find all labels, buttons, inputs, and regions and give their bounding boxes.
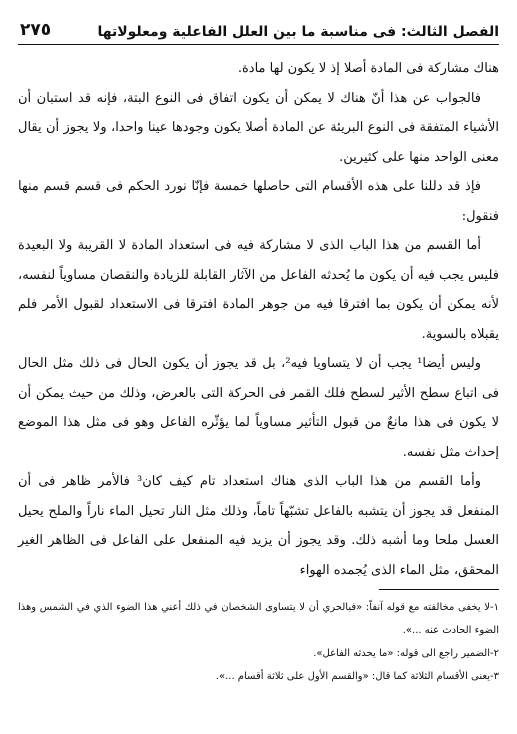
page-header — [18, 12, 499, 40]
footnote: ٢-الضمير راجع الى قوله: «ما يحدثه الفاعل». — [313, 648, 499, 659]
paragraph: فإذ قد دللنا على هذه الأقسام التى حاصلها خمسة فإنّا نورد الحكم فى قسم قسم منها فنقول: — [18, 179, 499, 224]
paragraph: هناك مشاركة فى المادة أصلا إذ لا يكون لها مادة. — [237, 61, 499, 76]
page-number: ٢٧٥ — [20, 20, 52, 40]
header-rule — [18, 44, 499, 45]
paragraph: فالجواب عن هذا أنّ هناك لا يمكن أن يكون اتفاق فى النوع البتة، فإنه قد استبان أن الأشياء المتفقة فى النوع البريئة عن المادة أصلا يكون وجودها عينا واحدا، ولا يجوز أن يقال معنى الواحد منها على كثيرين. — [18, 90, 499, 165]
paragraph: وأما القسم من هذا الباب الذى هناك استعداد تام كيف كان³ فالأمر ظاهر فى أن المنفعل قد يجوز أن يتشبه بالفاعل تشبّهاً تاماً، وذلك مثل النار تحيل الماء ناراً والملح يحيل العسل ملحا وما أشبه ذلك. وقد يجوز أن يزيد فيه المنفعل على الفاعل فى الظاهر الغير المحقق، مثل الماء الذى يُجمده الهواء — [18, 474, 499, 578]
running-title: الفصل الثالث: فى مناسبة ما بين العلل الفاعلية ومعلولاتها — [97, 24, 499, 40]
body-text — [18, 54, 499, 585]
paragraph: وليس أيضا¹ يجب أن لا يتساويا فيه²، بل قد يجوز أن يكون الحال فى ذلك مثل الحال فى اتباع سطح الأثير لسطح فلك القمر فى الحركة التى بالعرض، وذلك من حيث يمكن أن لا يكون فى هذا مانعٌ من قبول التأثير مساوياً لما يؤثّره الفاعل وهو فى مثل هذا الموضع إحداث مثل نفسه. — [18, 356, 499, 460]
footnote: ٣-يعنى الأقسام الثلاثة كما قال: «والقسم الأول على ثلاثة أقسام ...». — [215, 671, 499, 682]
paragraph: أما القسم من هذا الباب الذى لا مشاركة فيه فى استعداد المادة لا القريبة ولا البعيدة فليس يجب فيه أن يكون ما يُحدثه الفاعل من الآثار القابلة للزيادة والنقصان مساوياً لنفسه، لأنه يمكن أن يكون بما افترقا فيه من جوهر المادة افترقا فى الاستعداد لقبول الأمر فلم يقبلاه بالسوية. — [18, 238, 499, 342]
footnotes — [18, 596, 499, 688]
footnote: ١-لا يخفى مخالفته مع قوله آنفاً: «فبالحري أن لا يتساوى الشخصان في ذلك أعني هذا الضوء الذي في الشمس وهذا الضوء الحادث عنه ...». — [18, 602, 499, 636]
footnote-separator — [379, 589, 499, 590]
